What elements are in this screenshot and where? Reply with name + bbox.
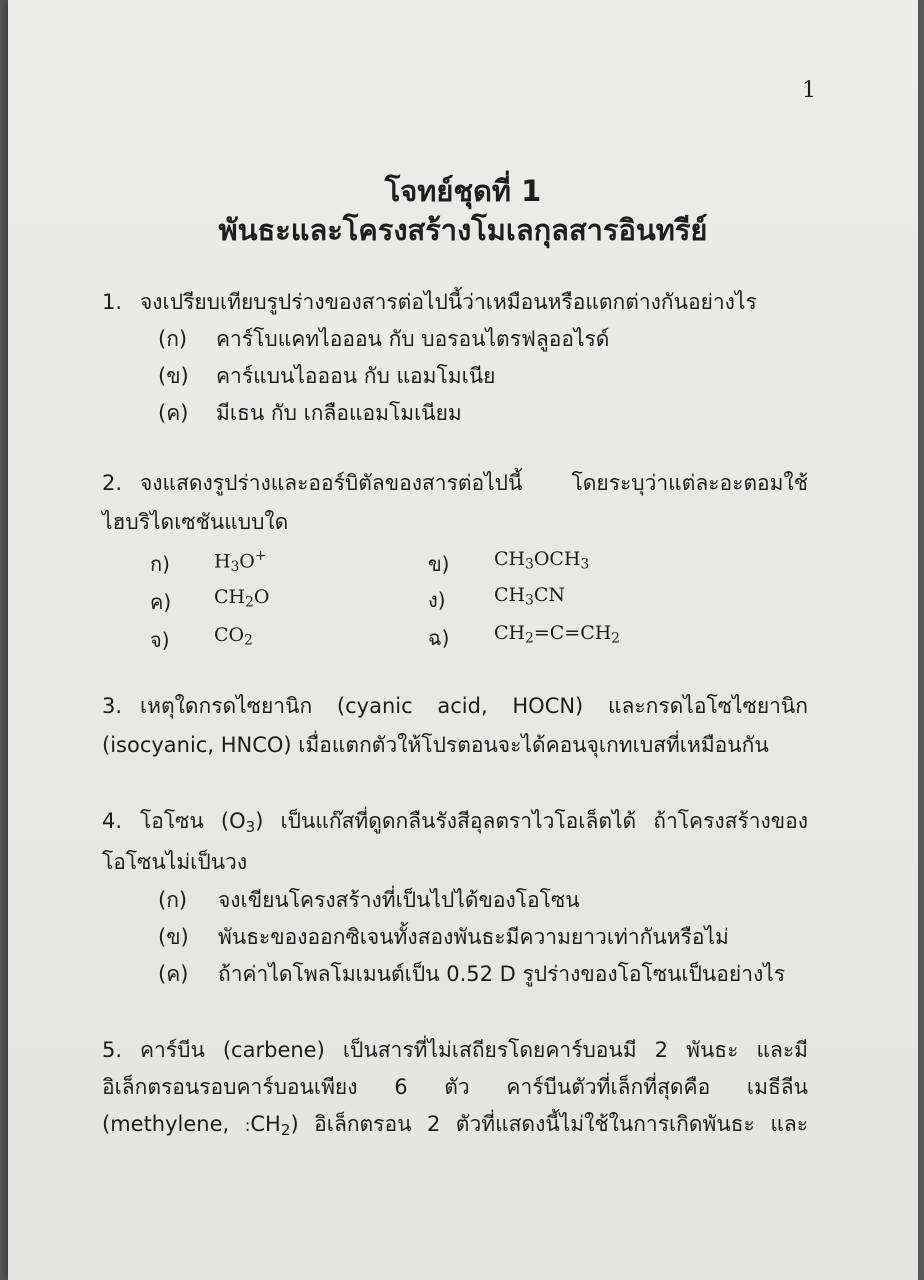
item-text: ถ้าค่าไดโพลโมเมนต์เป็น 0.52 D รูปร่างของโอโซนเป็นอย่างไร	[218, 962, 786, 986]
formula-ch3cn: $CH_3CN$	[494, 584, 565, 609]
formula-ch3och3: $CH_3OCH_3$	[494, 548, 590, 573]
question-5	[102, 1034, 808, 1067]
item-label: (ข)	[158, 364, 189, 388]
formula-label: ค)	[150, 590, 172, 614]
question-text: จงแสดงรูปร่างและออร์บิตัลของสารต่อไปนี้ โดยระบุว่าแต่ละอะตอมใช้	[140, 471, 808, 495]
item-text: จงเขียนโครงสร้างที่เป็นไปได้ของโอโซน	[218, 888, 580, 912]
question-4-item-b	[158, 921, 729, 954]
question-number: 4.	[102, 809, 123, 833]
question-4: 4. โอโซน $(O_3)$ เป็นแก๊สที่ดูดกลืนรังสีอุลตราไวโอเล็ตได้ ถ้าโครงสร้างของ	[102, 809, 808, 836]
item-text: มีเธน กับ เกลือแอมโมเนียม	[216, 401, 462, 425]
item-text: พันธะของออกซิเจนทั้งสองพันธะมีความยาวเท่ากันหรือไม่	[218, 925, 729, 949]
item-label: (ก)	[158, 327, 188, 351]
question-number: 1.	[102, 290, 123, 314]
formula-ch2cch2: $CH_2=C=CH_2$	[494, 622, 620, 647]
page-number: 1	[802, 78, 816, 103]
formula-ch2o: $CH_2O$	[214, 586, 270, 611]
formula-h3o: $H_3O^+$	[214, 548, 267, 575]
question-4-item-c	[158, 958, 785, 991]
item-label: (ข)	[158, 925, 189, 949]
formula-label: ง)	[428, 588, 446, 612]
question-2	[102, 467, 808, 500]
page-subtitle: พันธะและโครงสร้างโมเลกุลสารอินทรีย์	[218, 213, 708, 247]
question-1-item-b	[158, 360, 495, 393]
question-1-item-a	[158, 323, 609, 356]
formula-label: ก)	[150, 552, 170, 576]
question-3-line-2: (isocyanic, HNCO) เมื่อแตกตัวให้โปรตอนจะได้คอนจุเกทเบสที่เหมือนกัน	[102, 733, 769, 757]
item-label: (ค)	[158, 962, 189, 986]
item-label: (ก)	[158, 888, 188, 912]
question-text: เหตุใดกรดไซยานิก (cyanic acid, HOCN) และกรดไอโซไซยานิก	[140, 694, 808, 718]
question-4-line-2: โอโซนไม่เป็นวง	[102, 850, 248, 874]
question-3	[102, 690, 808, 723]
question-4-item-a	[158, 884, 580, 917]
question-5-line-3: (methylene, $:CH_2$) อิเล็กตรอน 2 ตัวที่แสดงนี้ไม่ใช้ในการเกิดพันธะ และ	[102, 1112, 809, 1139]
question-number: 3.	[102, 694, 123, 718]
item-label: (ค)	[158, 401, 189, 425]
question-number: 2.	[102, 471, 123, 495]
question-number: 5.	[102, 1038, 123, 1062]
formula-co2: $CO_2$	[214, 624, 253, 649]
page	[8, 0, 918, 1280]
question-2-line-2: ไฮบริไดเซชันแบบใด	[102, 510, 289, 534]
question-1-item-c	[158, 397, 462, 430]
item-text: คาร์แบนไอออน กับ แอมโมเนีย	[216, 364, 496, 388]
page-title: โจทย์ชุดที่ 1	[384, 174, 542, 208]
item-text: คาร์โบแคทไอออน กับ บอรอนไตรฟลูออไรด์	[216, 327, 610, 351]
question-1	[102, 286, 757, 319]
formula-label: ฉ)	[428, 626, 450, 650]
formula-label: ข)	[428, 552, 450, 576]
question-text: คาร์บีน (carbene) เป็นสารที่ไม่เสถียรโดยคาร์บอนมี 2 พันธะ และมี	[140, 1038, 808, 1062]
formula-label: จ)	[150, 628, 170, 652]
question-5-line-2: อิเล็กตรอนรอบคาร์บอนเพียง 6 ตัว คาร์บีนตัวที่เล็กที่สุดคือ เมธีลีน	[102, 1075, 808, 1099]
question-text: จงเปรียบเทียบรูปร่างของสารต่อไปนี้ว่าเหมือนหรือแตกต่างกันอย่างไร	[140, 290, 757, 314]
